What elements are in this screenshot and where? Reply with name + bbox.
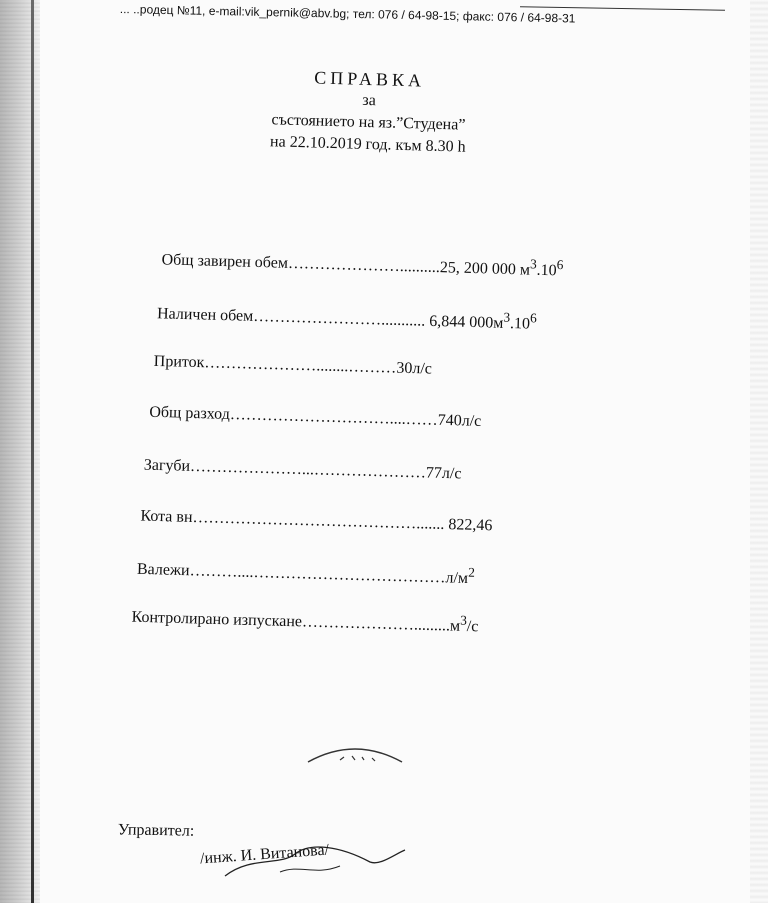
row-mid: .10 — [536, 261, 557, 280]
row-dots: ………....……………………………… — [189, 562, 446, 587]
title-date: на 22.10.2019 год. към 8.30 h — [269, 133, 466, 156]
row-value: 6,844 000м — [428, 312, 504, 332]
row-precipitation — [137, 555, 475, 588]
row-label: Контролирано изпускане — [131, 608, 303, 631]
row-dots: …………………........……… — [204, 354, 397, 377]
row-value: 30л/с — [396, 359, 433, 378]
row-value: 822,46 — [448, 516, 493, 535]
row-sup: 6 — [556, 257, 564, 273]
row-total-volume — [161, 246, 563, 281]
row-dots: …………………...………………… — [189, 457, 427, 482]
row-inflow — [154, 353, 433, 379]
title-heading: СПРАВКА — [314, 67, 426, 91]
report-rows — [131, 246, 632, 636]
scan-right-edge — [750, 0, 768, 903]
row-losses — [144, 457, 462, 484]
row-dots: ………………….......... — [287, 254, 441, 277]
row-value: л/м — [445, 569, 469, 587]
row-sup: 2 — [467, 564, 476, 580]
row-mid: /с — [466, 617, 479, 636]
stamp-mark — [300, 740, 410, 770]
row-label: Кота вн — [140, 507, 193, 526]
row-value: 77л/с — [425, 464, 462, 483]
row-sup: 3 — [503, 309, 511, 325]
row-controlled-release — [131, 603, 478, 636]
row-mid: .10 — [509, 315, 531, 333]
title-subject: състоянието на яз.”Студена” — [271, 111, 466, 134]
scan-binding-line — [31, 0, 34, 903]
row-value: 740л/с — [437, 411, 482, 430]
row-label: Общ разход — [149, 403, 231, 423]
scan-left-edge — [0, 0, 40, 903]
row-water-level — [140, 508, 492, 536]
row-dots: …………………………....…… — [229, 405, 438, 429]
row-dots: ……………………………………....... — [192, 508, 449, 534]
document-title — [228, 64, 510, 160]
row-value: 25, 200 000 м — [439, 259, 531, 279]
row-label: Приток — [153, 352, 205, 372]
row-label: Наличен обем — [156, 305, 254, 325]
row-sup: 3 — [460, 612, 468, 628]
row-label: Загуби — [143, 456, 191, 475]
row-value: м — [449, 617, 461, 635]
row-sup: 3 — [529, 256, 538, 272]
row-total-outflow — [149, 404, 481, 431]
manager-label: Управител: — [117, 821, 195, 840]
letterhead-contacts: ... ..родец №11, e-mail:vik_pernik@abv.bg; тел: 076 / 64-98-15; факс: 076 / 64-98-31 — [119, 2, 576, 26]
title-za: за — [362, 91, 377, 110]
row-sup: 6 — [529, 310, 538, 326]
row-label: Валежи — [136, 560, 190, 580]
row-available-volume — [157, 300, 537, 334]
row-dots: …………………......... — [301, 613, 451, 635]
manager-signature-name: /инж. И. Витанова/ — [199, 841, 330, 868]
row-label: Общ завирен обем — [161, 251, 289, 272]
row-dots: ……………………........... — [253, 307, 430, 330]
